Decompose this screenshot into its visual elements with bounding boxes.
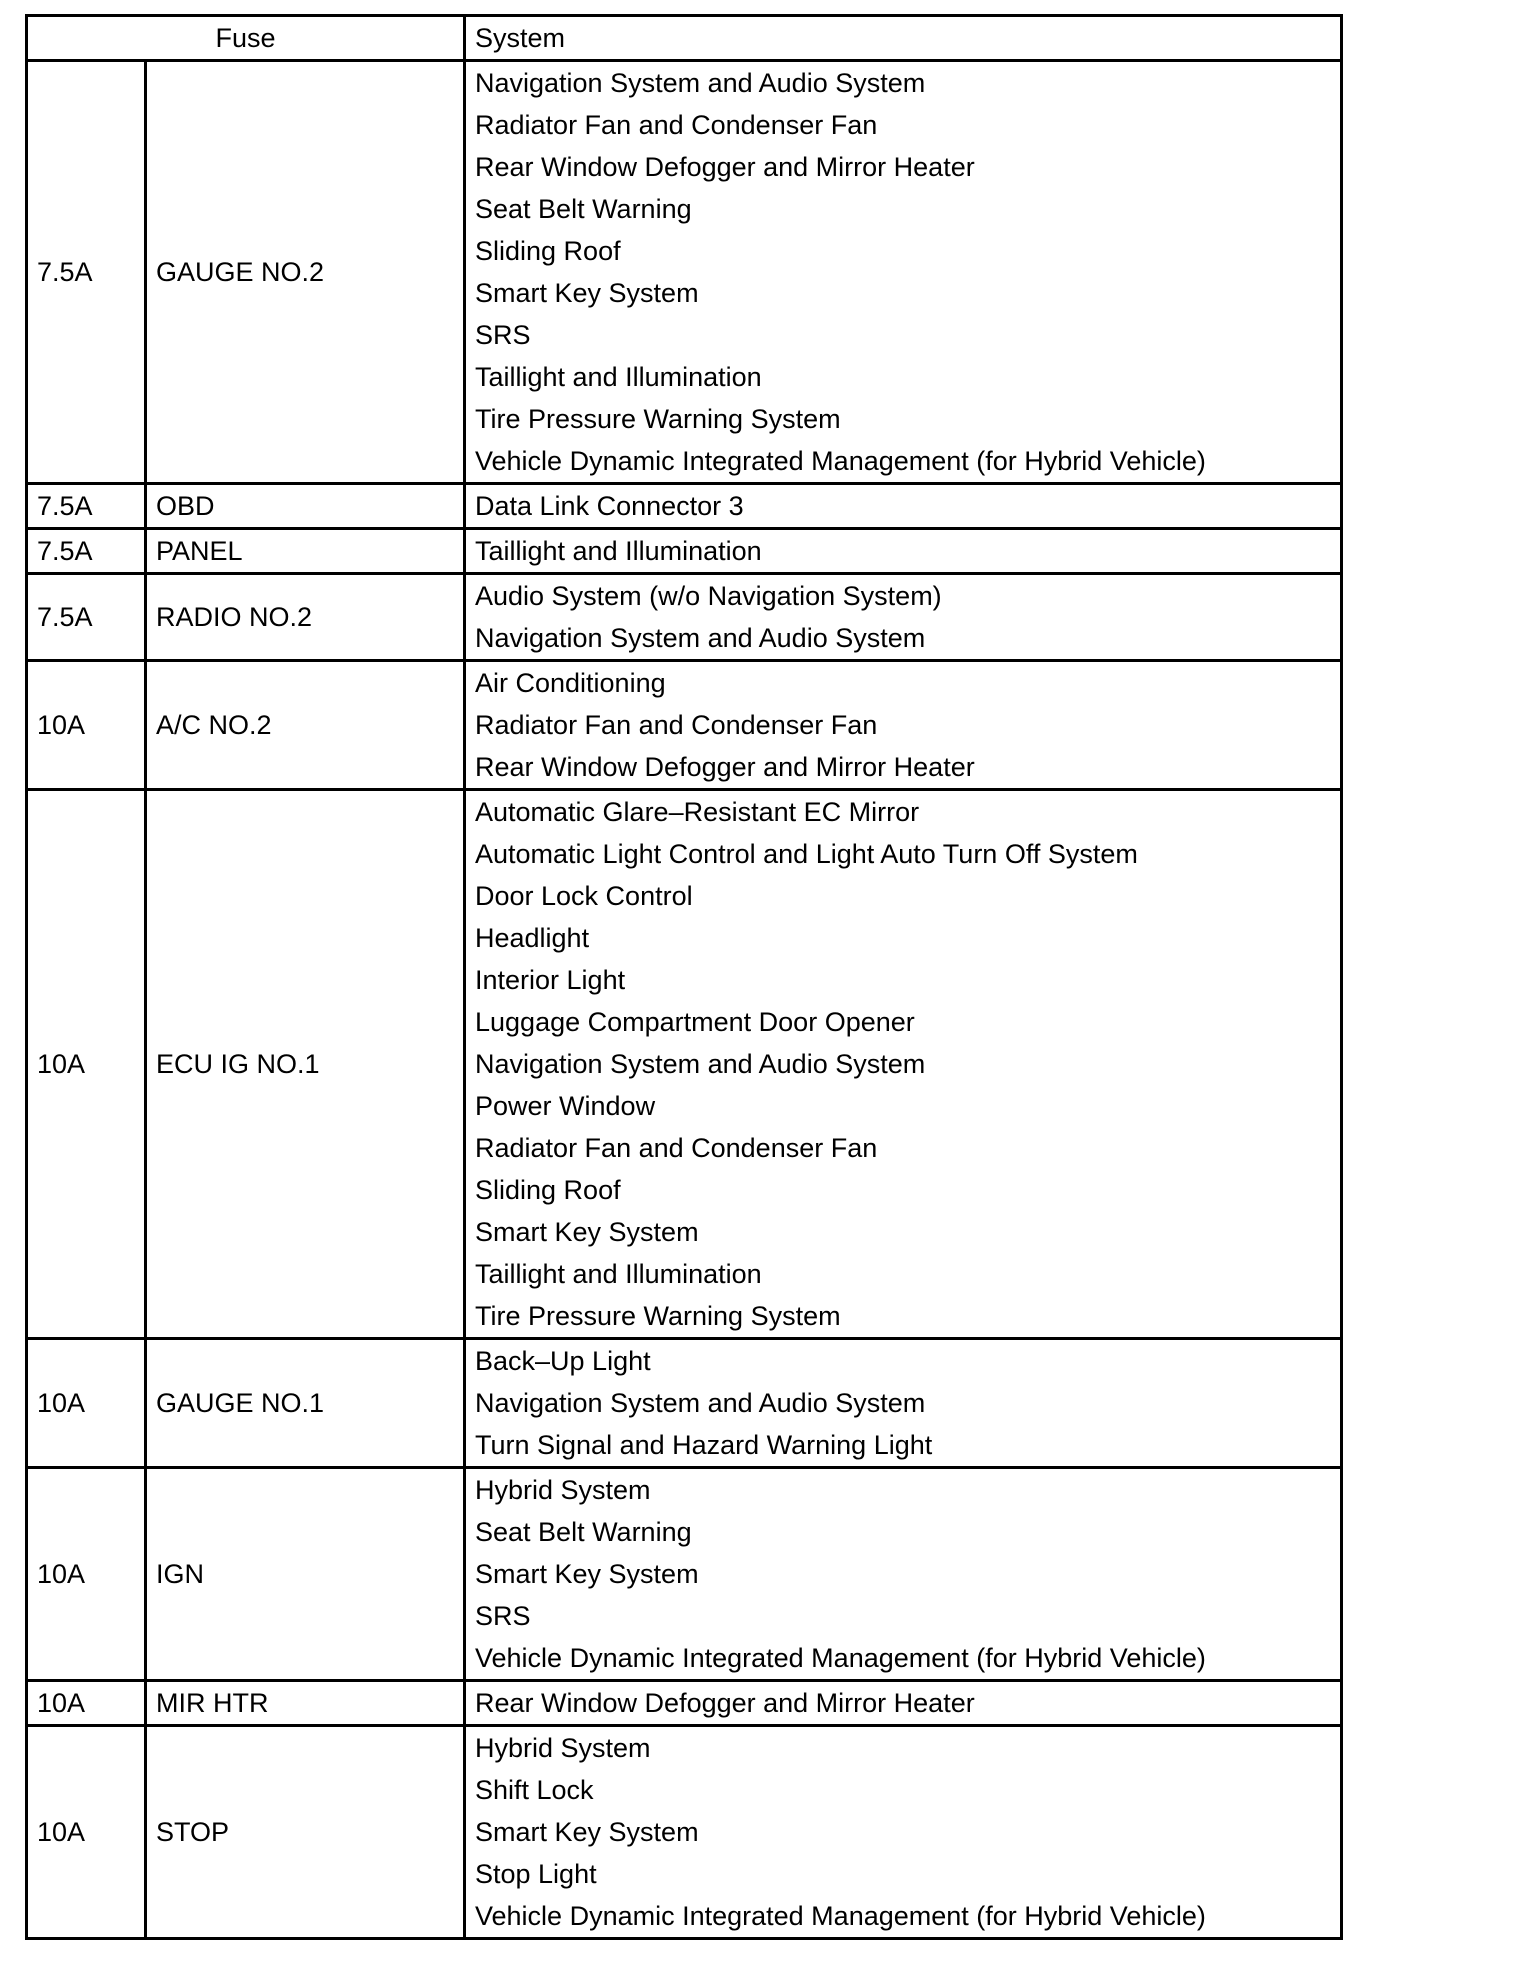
fuse-amperage: 7.5A	[27, 574, 146, 661]
table-row	[27, 1681, 1342, 1726]
table-row	[27, 790, 1342, 1339]
system-item: Sliding Roof	[475, 1175, 621, 1205]
system-item: Vehicle Dynamic Integrated Management (for Hybrid Vehicle)	[475, 446, 1206, 476]
header-row	[27, 16, 1342, 61]
system-item: Taillight and Illumination	[475, 536, 762, 566]
system-item: SRS	[475, 1601, 531, 1631]
table-row	[27, 1339, 1342, 1468]
system-item: Rear Window Defogger and Mirror Heater	[475, 1688, 975, 1718]
fuse-amperage: 10A	[27, 1339, 146, 1468]
table-row	[27, 661, 1342, 790]
system-item: Vehicle Dynamic Integrated Management (for Hybrid Vehicle)	[475, 1643, 1206, 1673]
fuse-name: IGN	[146, 1468, 465, 1681]
system-item: Seat Belt Warning	[475, 194, 692, 224]
table-row	[27, 1468, 1342, 1681]
fuse-name: GAUGE NO.1	[146, 1339, 465, 1468]
system-item: Rear Window Defogger and Mirror Heater	[475, 152, 975, 182]
table-body	[27, 61, 1342, 1939]
system-item: Smart Key System	[475, 1217, 699, 1247]
system-item: Navigation System and Audio System	[475, 1388, 926, 1418]
system-item: Shift Lock	[475, 1775, 594, 1805]
fuse-amperage: 10A	[27, 1681, 146, 1726]
system-list	[465, 1468, 1342, 1681]
fuse-name: GAUGE NO.2	[146, 61, 465, 484]
system-item: Data Link Connector 3	[475, 491, 744, 521]
fuse-name: ECU IG NO.1	[146, 790, 465, 1339]
system-item: Power Window	[475, 1091, 656, 1121]
table-row	[27, 61, 1342, 484]
system-item: Door Lock Control	[475, 881, 693, 911]
system-item: Tire Pressure Warning System	[475, 1301, 841, 1331]
system-item: Smart Key System	[475, 1559, 699, 1589]
fuse-name: STOP	[146, 1726, 465, 1939]
system-item: Back–Up Light	[475, 1346, 651, 1376]
fuse-amperage: 10A	[27, 1726, 146, 1939]
fuse-amperage: 7.5A	[27, 484, 146, 529]
system-item: SRS	[475, 320, 531, 350]
system-item: Vehicle Dynamic Integrated Management (for Hybrid Vehicle)	[475, 1901, 1206, 1931]
system-list	[465, 661, 1342, 790]
system-item: Taillight and Illumination	[475, 1259, 762, 1289]
system-item: Navigation System and Audio System	[475, 68, 926, 98]
system-item: Audio System (w/o Navigation System)	[475, 581, 942, 611]
table-row	[27, 574, 1342, 661]
fuse-name: MIR HTR	[146, 1681, 465, 1726]
fuse-system-table	[25, 14, 1343, 1940]
system-list	[465, 61, 1342, 484]
system-item: Radiator Fan and Condenser Fan	[475, 110, 878, 140]
fuse-amperage: 10A	[27, 790, 146, 1339]
system-list	[465, 790, 1342, 1339]
system-item: Taillight and Illumination	[475, 362, 762, 392]
system-item: Tire Pressure Warning System	[475, 404, 841, 434]
system-item: Navigation System and Audio System	[475, 623, 926, 653]
system-list	[465, 574, 1342, 661]
system-item: Stop Light	[475, 1859, 597, 1889]
system-item: Interior Light	[475, 965, 626, 995]
system-item: Navigation System and Audio System	[475, 1049, 926, 1079]
system-list	[465, 1726, 1342, 1939]
system-item: Hybrid System	[475, 1475, 651, 1505]
system-item: Smart Key System	[475, 1817, 699, 1847]
table-row	[27, 529, 1342, 574]
system-item: Seat Belt Warning	[475, 1517, 692, 1547]
system-item: Sliding Roof	[475, 236, 621, 266]
system-item: Luggage Compartment Door Opener	[475, 1007, 915, 1037]
fuse-amperage: 10A	[27, 1468, 146, 1681]
system-header: System	[465, 16, 1342, 61]
system-list	[465, 529, 1342, 574]
table-row	[27, 484, 1342, 529]
fuse-name: PANEL	[146, 529, 465, 574]
fuse-header: Fuse	[27, 16, 465, 61]
system-item: Hybrid System	[475, 1733, 651, 1763]
system-item: Turn Signal and Hazard Warning Light	[475, 1430, 933, 1460]
system-item: Rear Window Defogger and Mirror Heater	[475, 752, 975, 782]
fuse-amperage: 10A	[27, 661, 146, 790]
system-list	[465, 1681, 1342, 1726]
system-list	[465, 1339, 1342, 1468]
fuse-name: A/C NO.2	[146, 661, 465, 790]
system-item: Air Conditioning	[475, 668, 666, 698]
system-item: Smart Key System	[475, 278, 699, 308]
system-item: Radiator Fan and Condenser Fan	[475, 1133, 878, 1163]
fuse-name: RADIO NO.2	[146, 574, 465, 661]
system-list	[465, 484, 1342, 529]
system-item: Automatic Light Control and Light Auto Turn Off System	[475, 839, 1138, 869]
fuse-name: OBD	[146, 484, 465, 529]
fuse-amperage: 7.5A	[27, 529, 146, 574]
system-item: Automatic Glare–Resistant EC Mirror	[475, 797, 920, 827]
system-item: Radiator Fan and Condenser Fan	[475, 710, 878, 740]
table-row	[27, 1726, 1342, 1939]
fuse-amperage: 7.5A	[27, 61, 146, 484]
system-item: Headlight	[475, 923, 590, 953]
